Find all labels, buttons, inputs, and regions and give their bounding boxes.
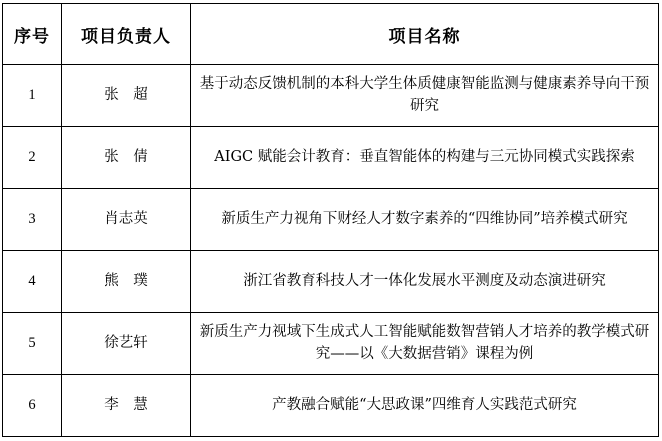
table-row xyxy=(3,251,659,313)
header-serial-number: 序号 xyxy=(3,4,62,65)
serial-number-cell: 2 xyxy=(3,127,62,189)
project-table xyxy=(2,3,659,437)
table-row xyxy=(3,189,659,251)
project-leader-cell: 肖志英 xyxy=(62,189,191,251)
project-leader-cell: 张 超 xyxy=(62,65,191,127)
project-leader-cell: 徐艺轩 xyxy=(62,313,191,375)
header-project-leader: 项目负责人 xyxy=(62,4,191,65)
project-name-cell: 基于动态反馈机制的本科大学生体质健康智能监测与健康素养导向干预研究 xyxy=(191,65,659,127)
table-header xyxy=(3,4,659,65)
project-name-cell: 产教融合赋能“大思政课”四维育人实践范式研究 xyxy=(191,375,659,437)
project-name-cell: 新质生产力视域下生成式人工智能赋能数智营销人才培养的教学模式研究——以《大数据营销》课程为例 xyxy=(191,313,659,375)
serial-number-cell: 5 xyxy=(3,313,62,375)
table-row xyxy=(3,375,659,437)
serial-number-cell: 1 xyxy=(3,65,62,127)
table-body xyxy=(3,65,659,437)
project-leader-cell: 熊 璞 xyxy=(62,251,191,313)
project-name-cell: 新质生产力视角下财经人才数字素养的“四维协同”培养模式研究 xyxy=(191,189,659,251)
project-leader-cell: 李 慧 xyxy=(62,375,191,437)
serial-number-cell: 6 xyxy=(3,375,62,437)
project-name-cell: AIGC 赋能会计教育：垂直智能体的构建与三元协同模式实践探索 xyxy=(191,127,659,189)
serial-number-cell: 4 xyxy=(3,251,62,313)
header-row xyxy=(3,4,659,65)
table-row xyxy=(3,65,659,127)
table-row xyxy=(3,127,659,189)
project-name-cell: 浙江省教育科技人才一体化发展水平测度及动态演进研究 xyxy=(191,251,659,313)
serial-number-cell: 3 xyxy=(3,189,62,251)
table-row xyxy=(3,313,659,375)
header-project-name: 项目名称 xyxy=(191,4,659,65)
project-leader-cell: 张 倩 xyxy=(62,127,191,189)
